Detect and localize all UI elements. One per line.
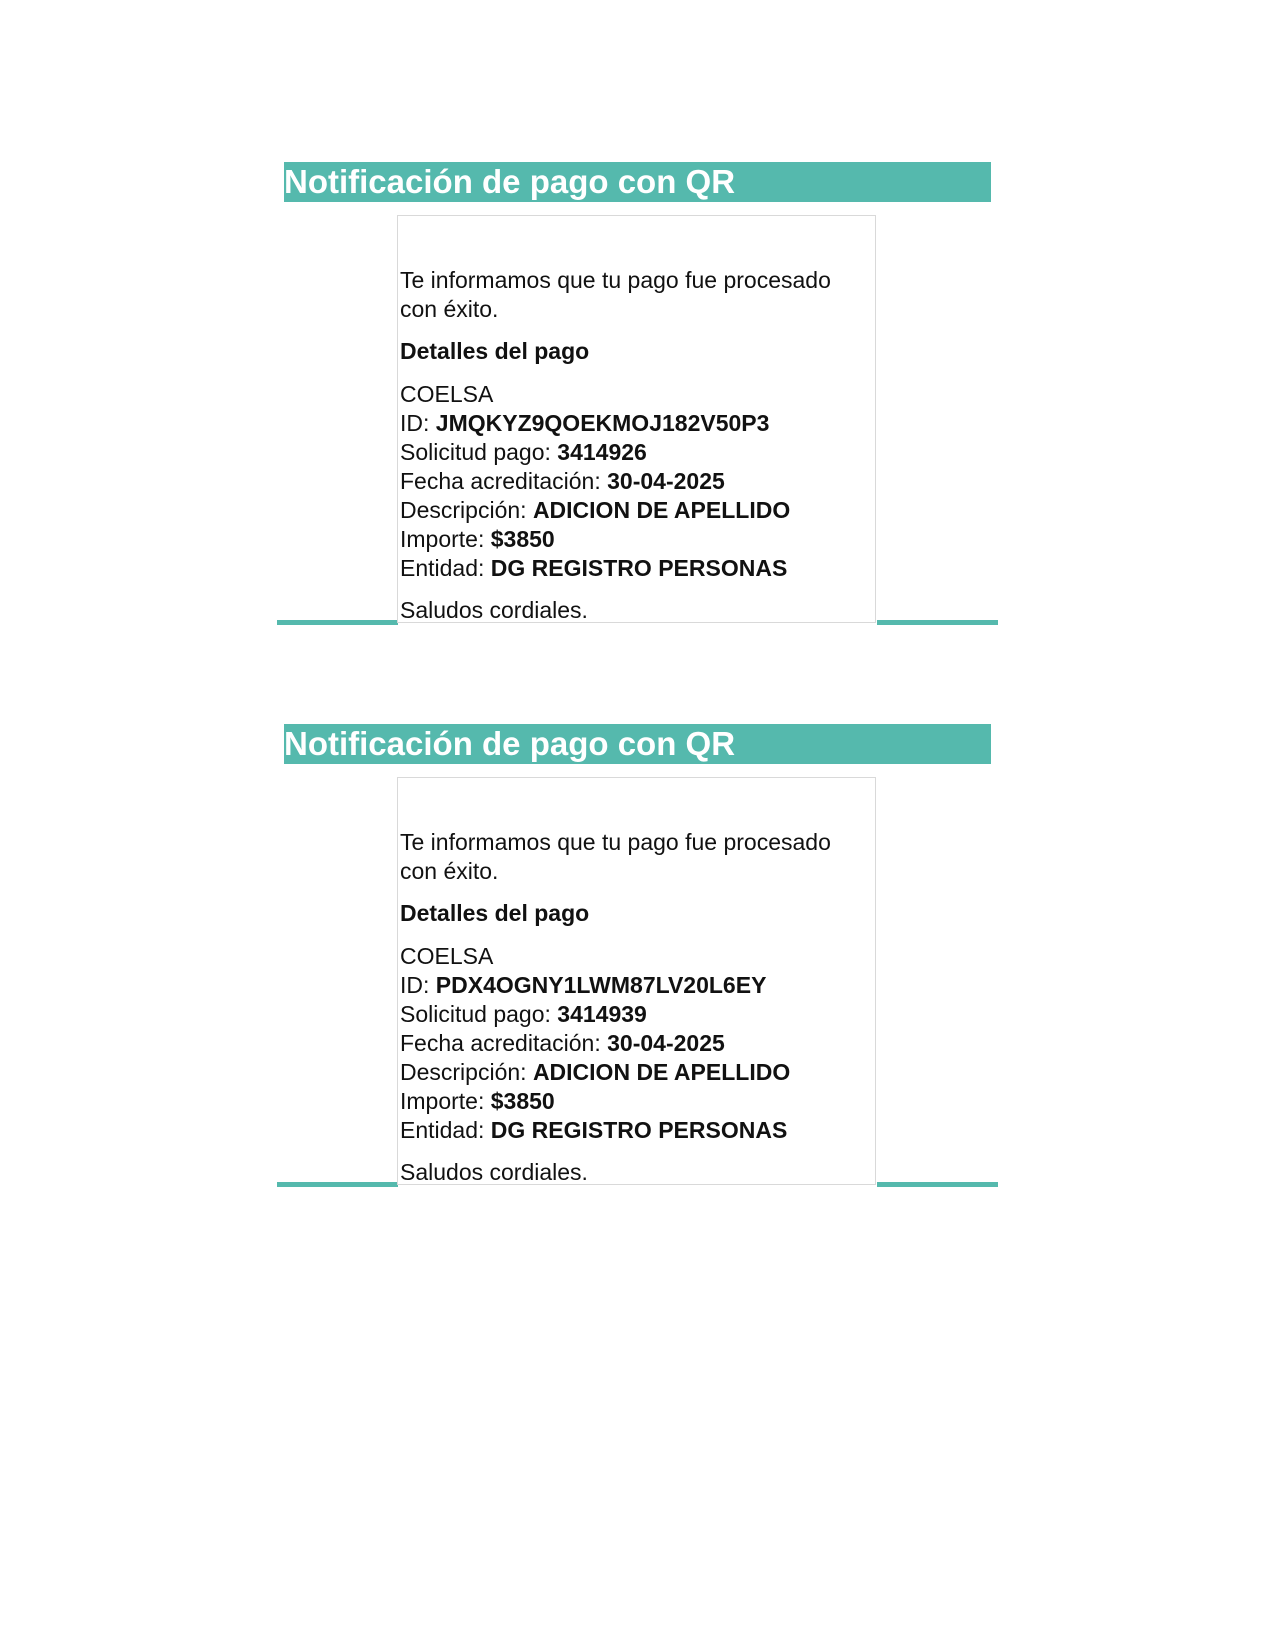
detail-descripcion [400, 496, 870, 525]
detail-entidad [400, 1116, 870, 1145]
notification-title: Notificación de pago con QR [284, 163, 736, 200]
notification-body [400, 828, 870, 1187]
detail-fecha-label: Fecha acreditación: [400, 468, 608, 494]
detail-descripcion-label: Descripción: [400, 497, 533, 523]
notification-title: Notificación de pago con QR [284, 725, 736, 762]
notification-card [397, 215, 876, 623]
notification-header-bar [284, 724, 991, 764]
accent-divider-right [877, 620, 998, 625]
detail-importe-label: Importe: [400, 526, 491, 552]
detail-importe [400, 1087, 870, 1116]
detail-fecha-value: 30-04-2025 [607, 468, 725, 494]
details-heading: Detalles del pago [400, 900, 590, 926]
detail-entidad [400, 554, 870, 583]
payment-details [400, 942, 870, 1145]
detail-solicitud [400, 1000, 870, 1029]
detail-fecha-value: 30-04-2025 [607, 1030, 725, 1056]
detail-descripcion-value: ADICION DE APELLIDO [532, 497, 791, 523]
notification-header-bar [284, 162, 991, 202]
detail-solicitud-value: 3414939 [557, 1001, 647, 1027]
detail-importe-value: $3850 [490, 526, 555, 552]
intro-text: Te informamos que tu pago fue procesado con éxito. [400, 267, 831, 322]
provider-name: COELSA [400, 943, 494, 969]
detail-id-value: PDX4OGNY1LWM87LV20L6EY [435, 972, 767, 998]
detail-solicitud-value: 3414926 [557, 439, 647, 465]
payment-notification-1 [0, 162, 1275, 632]
detail-descripcion-value: ADICION DE APELLIDO [532, 1059, 791, 1085]
intro-text: Te informamos que tu pago fue procesado con éxito. [400, 829, 831, 884]
detail-descripcion-label: Descripción: [400, 1059, 533, 1085]
detail-entidad-label: Entidad: [400, 555, 491, 581]
detail-importe-value: $3850 [490, 1088, 555, 1114]
detail-id-label: ID: [400, 410, 436, 436]
accent-divider-right [877, 1182, 998, 1187]
closing-text: Saludos cordiales. [400, 1159, 588, 1185]
provider-name: COELSA [400, 381, 494, 407]
detail-entidad-value: DG REGISTRO PERSONAS [490, 555, 788, 581]
detail-fecha [400, 1029, 870, 1058]
detail-solicitud-label: Solicitud pago: [400, 439, 558, 465]
detail-id [400, 971, 870, 1000]
detail-importe-label: Importe: [400, 1088, 491, 1114]
detail-entidad-label: Entidad: [400, 1117, 491, 1143]
detail-solicitud-label: Solicitud pago: [400, 1001, 558, 1027]
detail-fecha [400, 467, 870, 496]
payment-notification-2 [0, 724, 1275, 1194]
detail-id-value: JMQKYZ9QOEKMOJ182V50P3 [435, 410, 770, 436]
detail-id-label: ID: [400, 972, 436, 998]
detail-id [400, 409, 870, 438]
detail-entidad-value: DG REGISTRO PERSONAS [490, 1117, 788, 1143]
closing-text: Saludos cordiales. [400, 597, 588, 623]
details-heading: Detalles del pago [400, 338, 590, 364]
accent-divider-left [277, 1182, 398, 1187]
notification-body [400, 266, 870, 625]
detail-fecha-label: Fecha acreditación: [400, 1030, 608, 1056]
payment-details [400, 380, 870, 583]
notification-card [397, 777, 876, 1185]
detail-solicitud [400, 438, 870, 467]
detail-descripcion [400, 1058, 870, 1087]
detail-importe [400, 525, 870, 554]
accent-divider-left [277, 620, 398, 625]
